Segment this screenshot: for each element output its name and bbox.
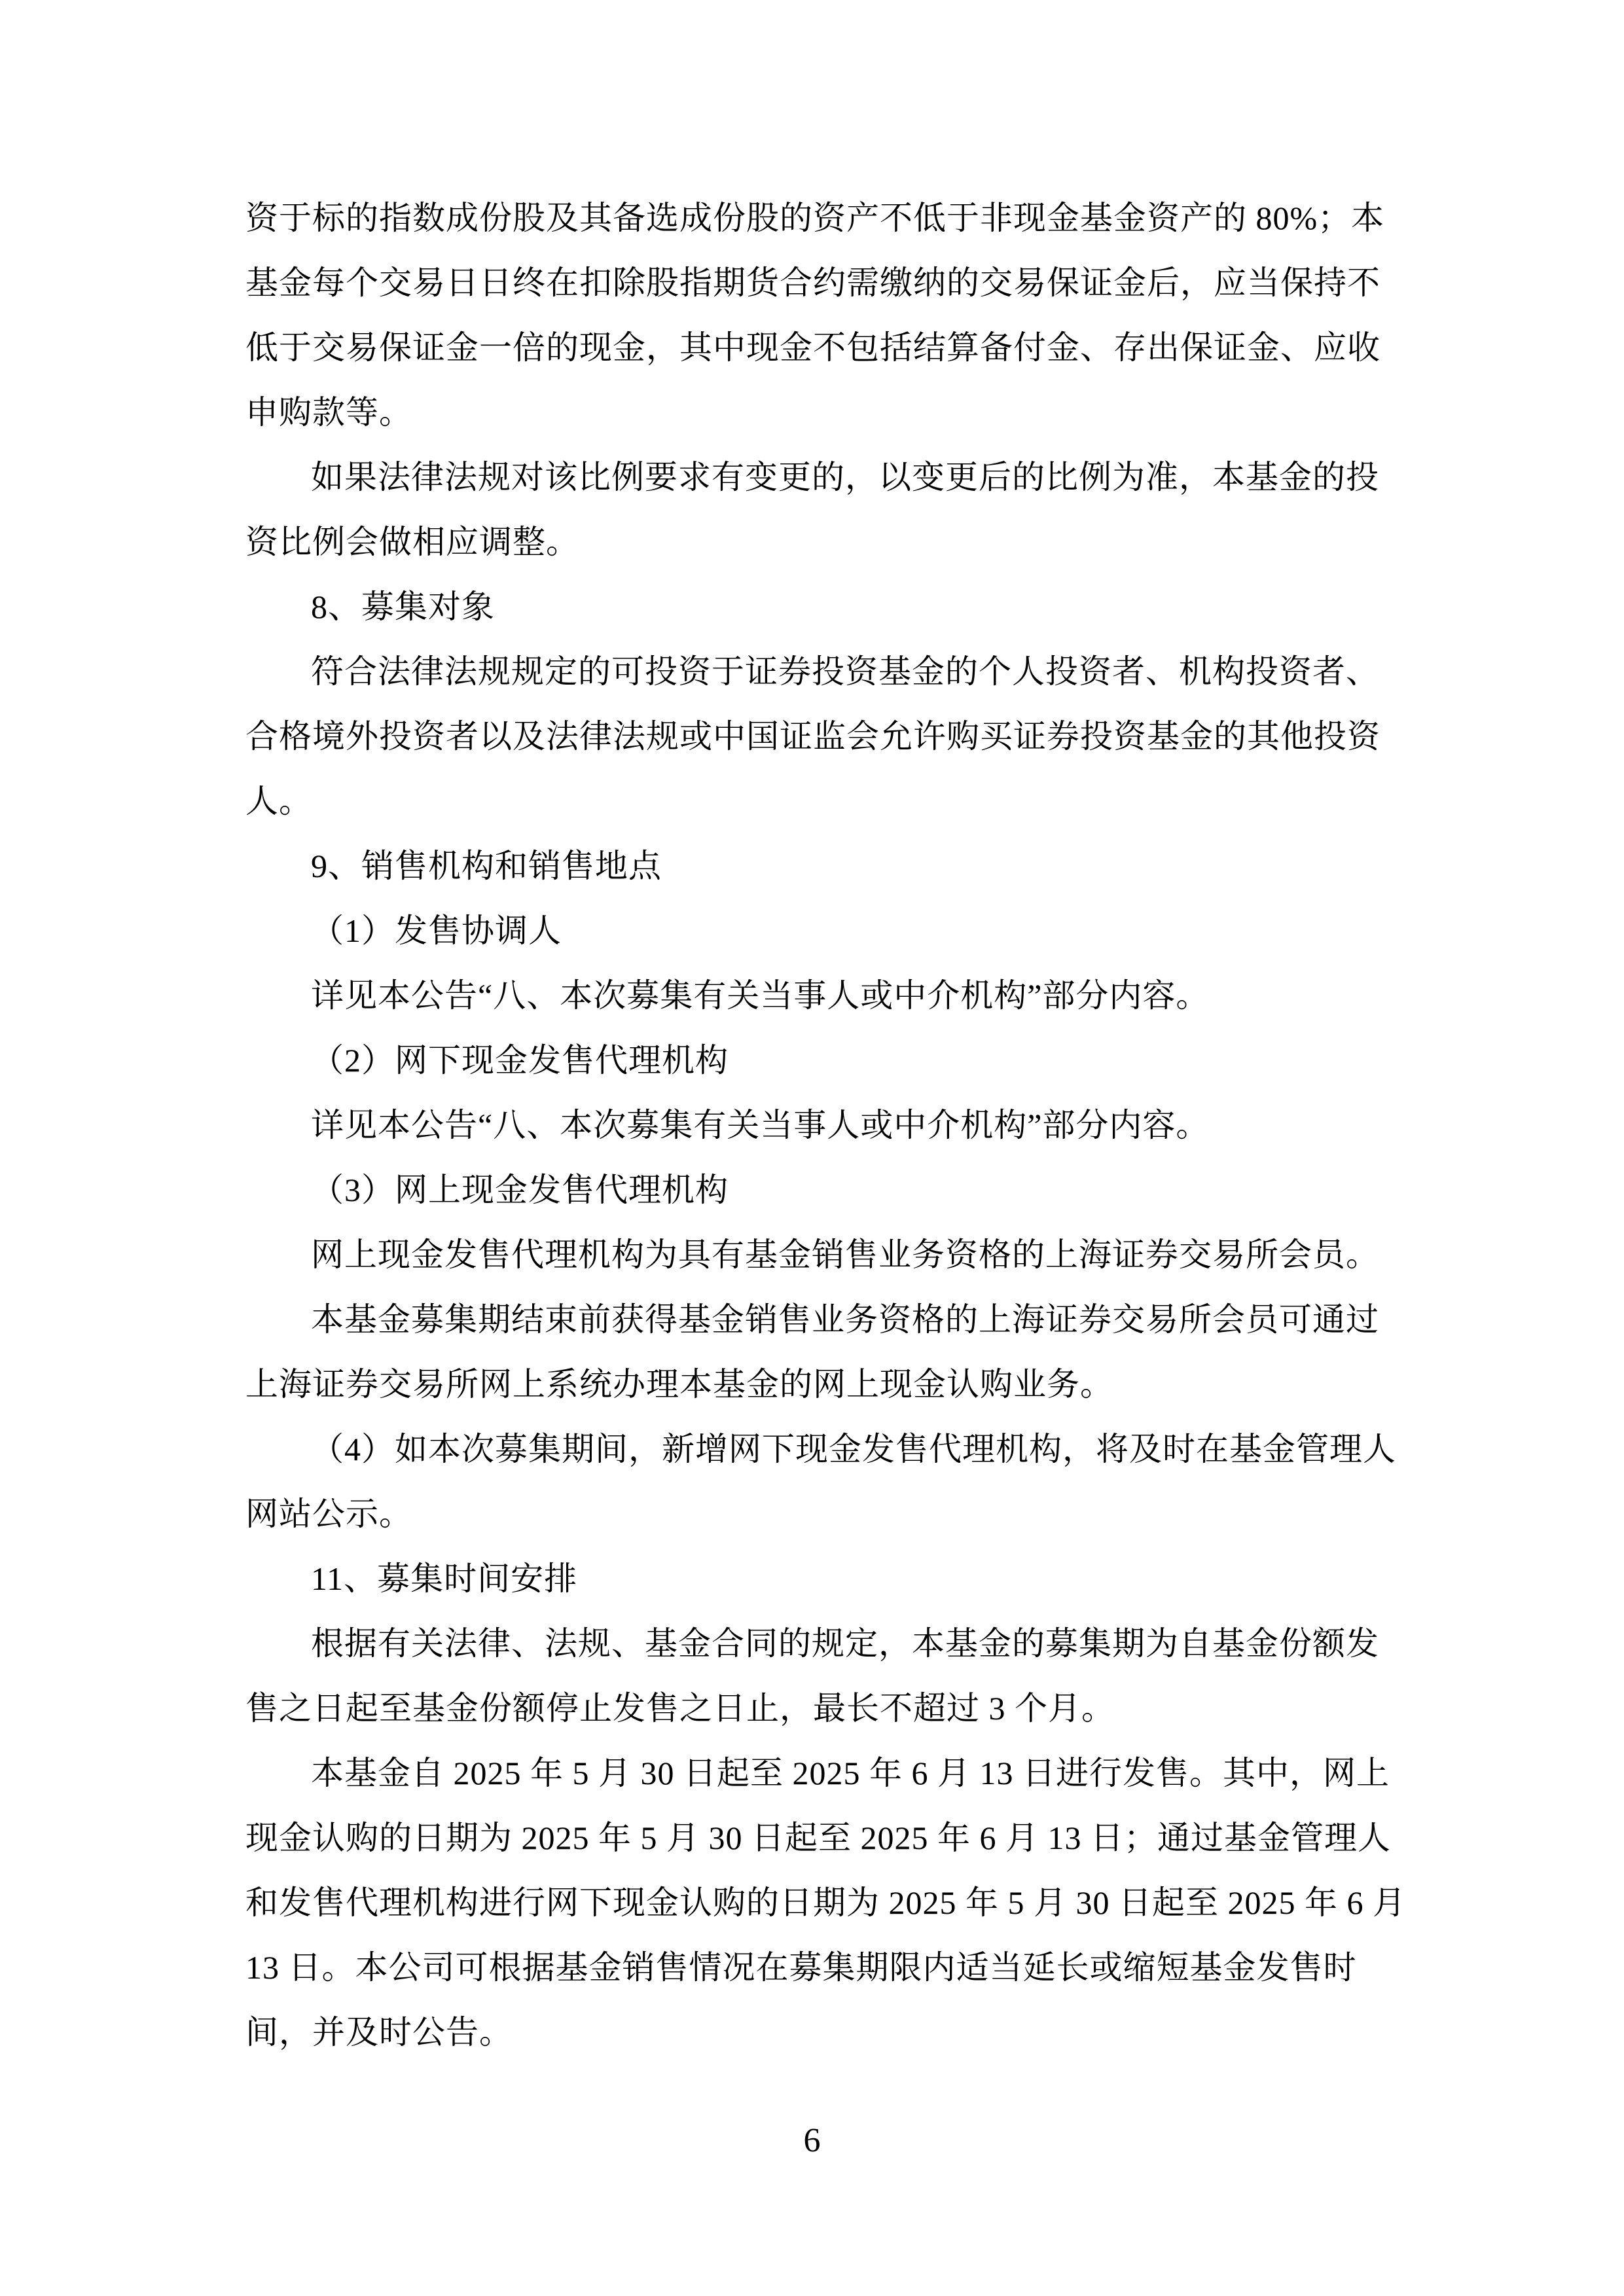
text-line: 9、销售机构和销售地点 bbox=[311, 848, 662, 884]
document-body bbox=[245, 186, 1406, 2065]
text-line: 本基金自 2025 年 5 月 30 日起至 2025 年 6 月 13 日进行发售。其中，网上 bbox=[311, 1755, 1390, 1791]
text-line: （1）发售协调人 bbox=[311, 912, 562, 949]
text-line: （3）网上现金发售代理机构 bbox=[311, 1172, 729, 1208]
text-line: （2）网下现金发售代理机构 bbox=[311, 1042, 729, 1079]
text-line: 合格境外投资者以及法律法规或中国证监会允许购买证券投资基金的其他投资 bbox=[245, 718, 1380, 755]
text-line: 现金认购的日期为 2025 年 5 月 30 日起至 2025 年 6 月 13 日；通过基金管理人 bbox=[245, 1820, 1391, 1856]
text-line: 资比例会做相应调整。 bbox=[245, 524, 579, 560]
text-line: 网上现金发售代理机构为具有基金销售业务资格的上海证券交易所会员。 bbox=[311, 1236, 1379, 1273]
page-number: 6 bbox=[803, 2122, 821, 2159]
text-line: 上海证券交易所网上系统办理本基金的网上现金认购业务。 bbox=[245, 1366, 1113, 1403]
text-line: 本基金募集期结束前获得基金销售业务资格的上海证券交易所会员可通过 bbox=[311, 1301, 1379, 1338]
text-line: 资于标的指数成份股及其备选成份股的资产不低于非现金基金资产的 80%；本 bbox=[245, 200, 1385, 236]
text-line: 符合法律法规规定的可投资于证券投资基金的个人投资者、机构投资者、 bbox=[311, 653, 1379, 690]
text-line: 根据有关法律、法规、基金合同的规定，本基金的募集期为自基金份额发 bbox=[311, 1625, 1379, 1662]
text-line: 网站公示。 bbox=[245, 1496, 412, 1532]
text-line: 人。 bbox=[245, 783, 312, 819]
text-line: 如果法律法规对该比例要求有变更的，以变更后的比例为准，本基金的投 bbox=[311, 459, 1379, 495]
text-line: 申购款等。 bbox=[245, 394, 412, 431]
text-line: 详见本公告“八、本次募集有关当事人或中介机构”部分内容。 bbox=[311, 977, 1210, 1014]
text-line: （4）如本次募集期间，新增网下现金发售代理机构，将及时在基金管理人 bbox=[311, 1431, 1396, 1467]
text-line: 基金每个交易日日终在扣除股指期货合约需缴纳的交易保证金后，应当保持不 bbox=[245, 264, 1380, 301]
text-line: 13 日。本公司可根据基金销售情况在募集期限内适当延长或缩短基金发售时 bbox=[245, 1949, 1357, 1986]
text-line: 售之日起至基金份额停止发售之日止，最长不超过 3 个月。 bbox=[245, 1690, 1115, 1727]
text-line: 11、募集时间安排 bbox=[311, 1560, 578, 1597]
text-line: 详见本公告“八、本次募集有关当事人或中介机构”部分内容。 bbox=[311, 1107, 1210, 1143]
text-line: 和发售代理机构进行网下现金认购的日期为 2025 年 5 月 30 日起至 2025 年 6 月 bbox=[245, 1884, 1406, 1921]
text-line: 8、募集对象 bbox=[311, 588, 495, 625]
text-line: 间，并及时公告。 bbox=[245, 2014, 513, 2051]
text-line: 低于交易保证金一倍的现金，其中现金不包括结算备付金、存出保证金、应收 bbox=[245, 329, 1380, 366]
